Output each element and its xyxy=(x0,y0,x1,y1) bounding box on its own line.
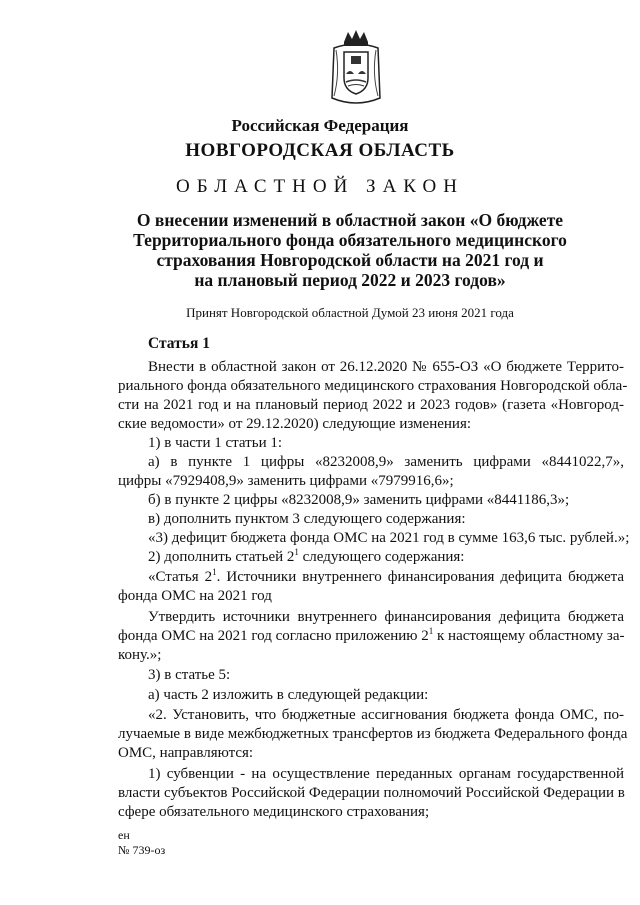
law-type: ОБЛАСТНОЙ ЗАКОН xyxy=(176,176,464,197)
body-line: кону.»; xyxy=(118,647,162,663)
body-line: риального фонда обязательного медицинского страхования Новгородской обла- xyxy=(118,378,628,394)
body-line: ские ведомости» от 29.12.2020) следующие изменения: xyxy=(118,416,472,432)
footer-number: № 739-оз xyxy=(118,843,166,857)
body-line: а) в пункте 1 цифры «8232008,9» заменить цифрами «8441022,7», xyxy=(148,454,624,470)
body-line: Внести в областной закон от 26.12.2020 № 655-ОЗ «О бюджете Террито- xyxy=(148,359,624,375)
body-line: 1) субвенции - на осуществление переданных органам государственной xyxy=(148,766,624,782)
superscript: 1 xyxy=(212,567,217,577)
text-segment: «Статья 2 xyxy=(148,569,213,585)
body-line: цифры «7929408,9» заменить цифрами «7979916,6»; xyxy=(118,473,454,489)
title-line: Территориального фонда обязательного медицинского xyxy=(133,230,567,250)
body-line: сфере обязательного медицинского страхования; xyxy=(118,804,430,820)
text-segment: . Источники внутреннего финансирования дефицита бюджета xyxy=(216,569,624,585)
body-line: 3) в статье 5: xyxy=(148,667,231,683)
article-heading: Статья 1 xyxy=(148,335,210,352)
text-segment: к настоящему областному за- xyxy=(433,628,625,644)
law-title xyxy=(100,210,600,290)
body-line xyxy=(148,548,624,567)
federation-name: Российская Федерация xyxy=(231,116,409,135)
title-line: О внесении изменений в областной закон «О бюджете xyxy=(136,210,564,230)
coat-of-arms-icon xyxy=(330,28,382,108)
body-line: «3) дефицит бюджета фонда ОМС на 2021 год в сумме 163,6 тыс. рублей.»; xyxy=(148,530,630,546)
body-line: ОМС, направляются: xyxy=(118,745,254,761)
title-line: на плановый период 2022 и 2023 годов» xyxy=(194,270,506,290)
title-line: страхования Новгородской области на 2021 год и xyxy=(156,250,544,270)
adoption-note: Принят Новгородской областной Думой 23 июня 2021 года xyxy=(186,305,514,320)
body-line xyxy=(118,627,624,646)
body-line: лучаемые в виде межбюджетных трансфертов из бюджета Федерального фонда xyxy=(118,726,628,742)
body-line: фонда ОМС на 2021 год xyxy=(118,588,272,604)
body-line: власти субъектов Российской Федерации полномочий Российской Федерации в xyxy=(118,785,625,801)
footer-initials: ен xyxy=(118,828,130,842)
superscript: 1 xyxy=(294,547,299,557)
region-name: НОВГОРОДСКАЯ ОБЛАСТЬ xyxy=(185,140,455,161)
body-line: «2. Установить, что бюджетные ассигнования бюджета фонда ОМС, по- xyxy=(148,707,624,723)
text-segment: следующего содержания: xyxy=(298,549,465,565)
body-line: в) дополнить пунктом 3 следующего содержания: xyxy=(148,511,466,527)
body-line: Утвердить источники внутреннего финансирования дефицита бюджета xyxy=(148,609,624,625)
body-line: б) в пункте 2 цифры «8232008,9» заменить цифрами «8441186,3»; xyxy=(148,492,570,508)
body-line: а) часть 2 изложить в следующей редакции: xyxy=(148,687,429,703)
text-segment: 2) дополнить статьей 2 xyxy=(148,549,295,565)
superscript: 1 xyxy=(428,626,434,636)
body-line xyxy=(148,568,624,587)
body-line: сти на 2021 год и на плановый период 2022 и 2023 годов» (газета «Новгород- xyxy=(118,397,624,413)
text-segment: фонда ОМС на 2021 год согласно приложению 2 xyxy=(118,628,429,644)
body-line: 1) в части 1 статьи 1: xyxy=(148,435,283,451)
